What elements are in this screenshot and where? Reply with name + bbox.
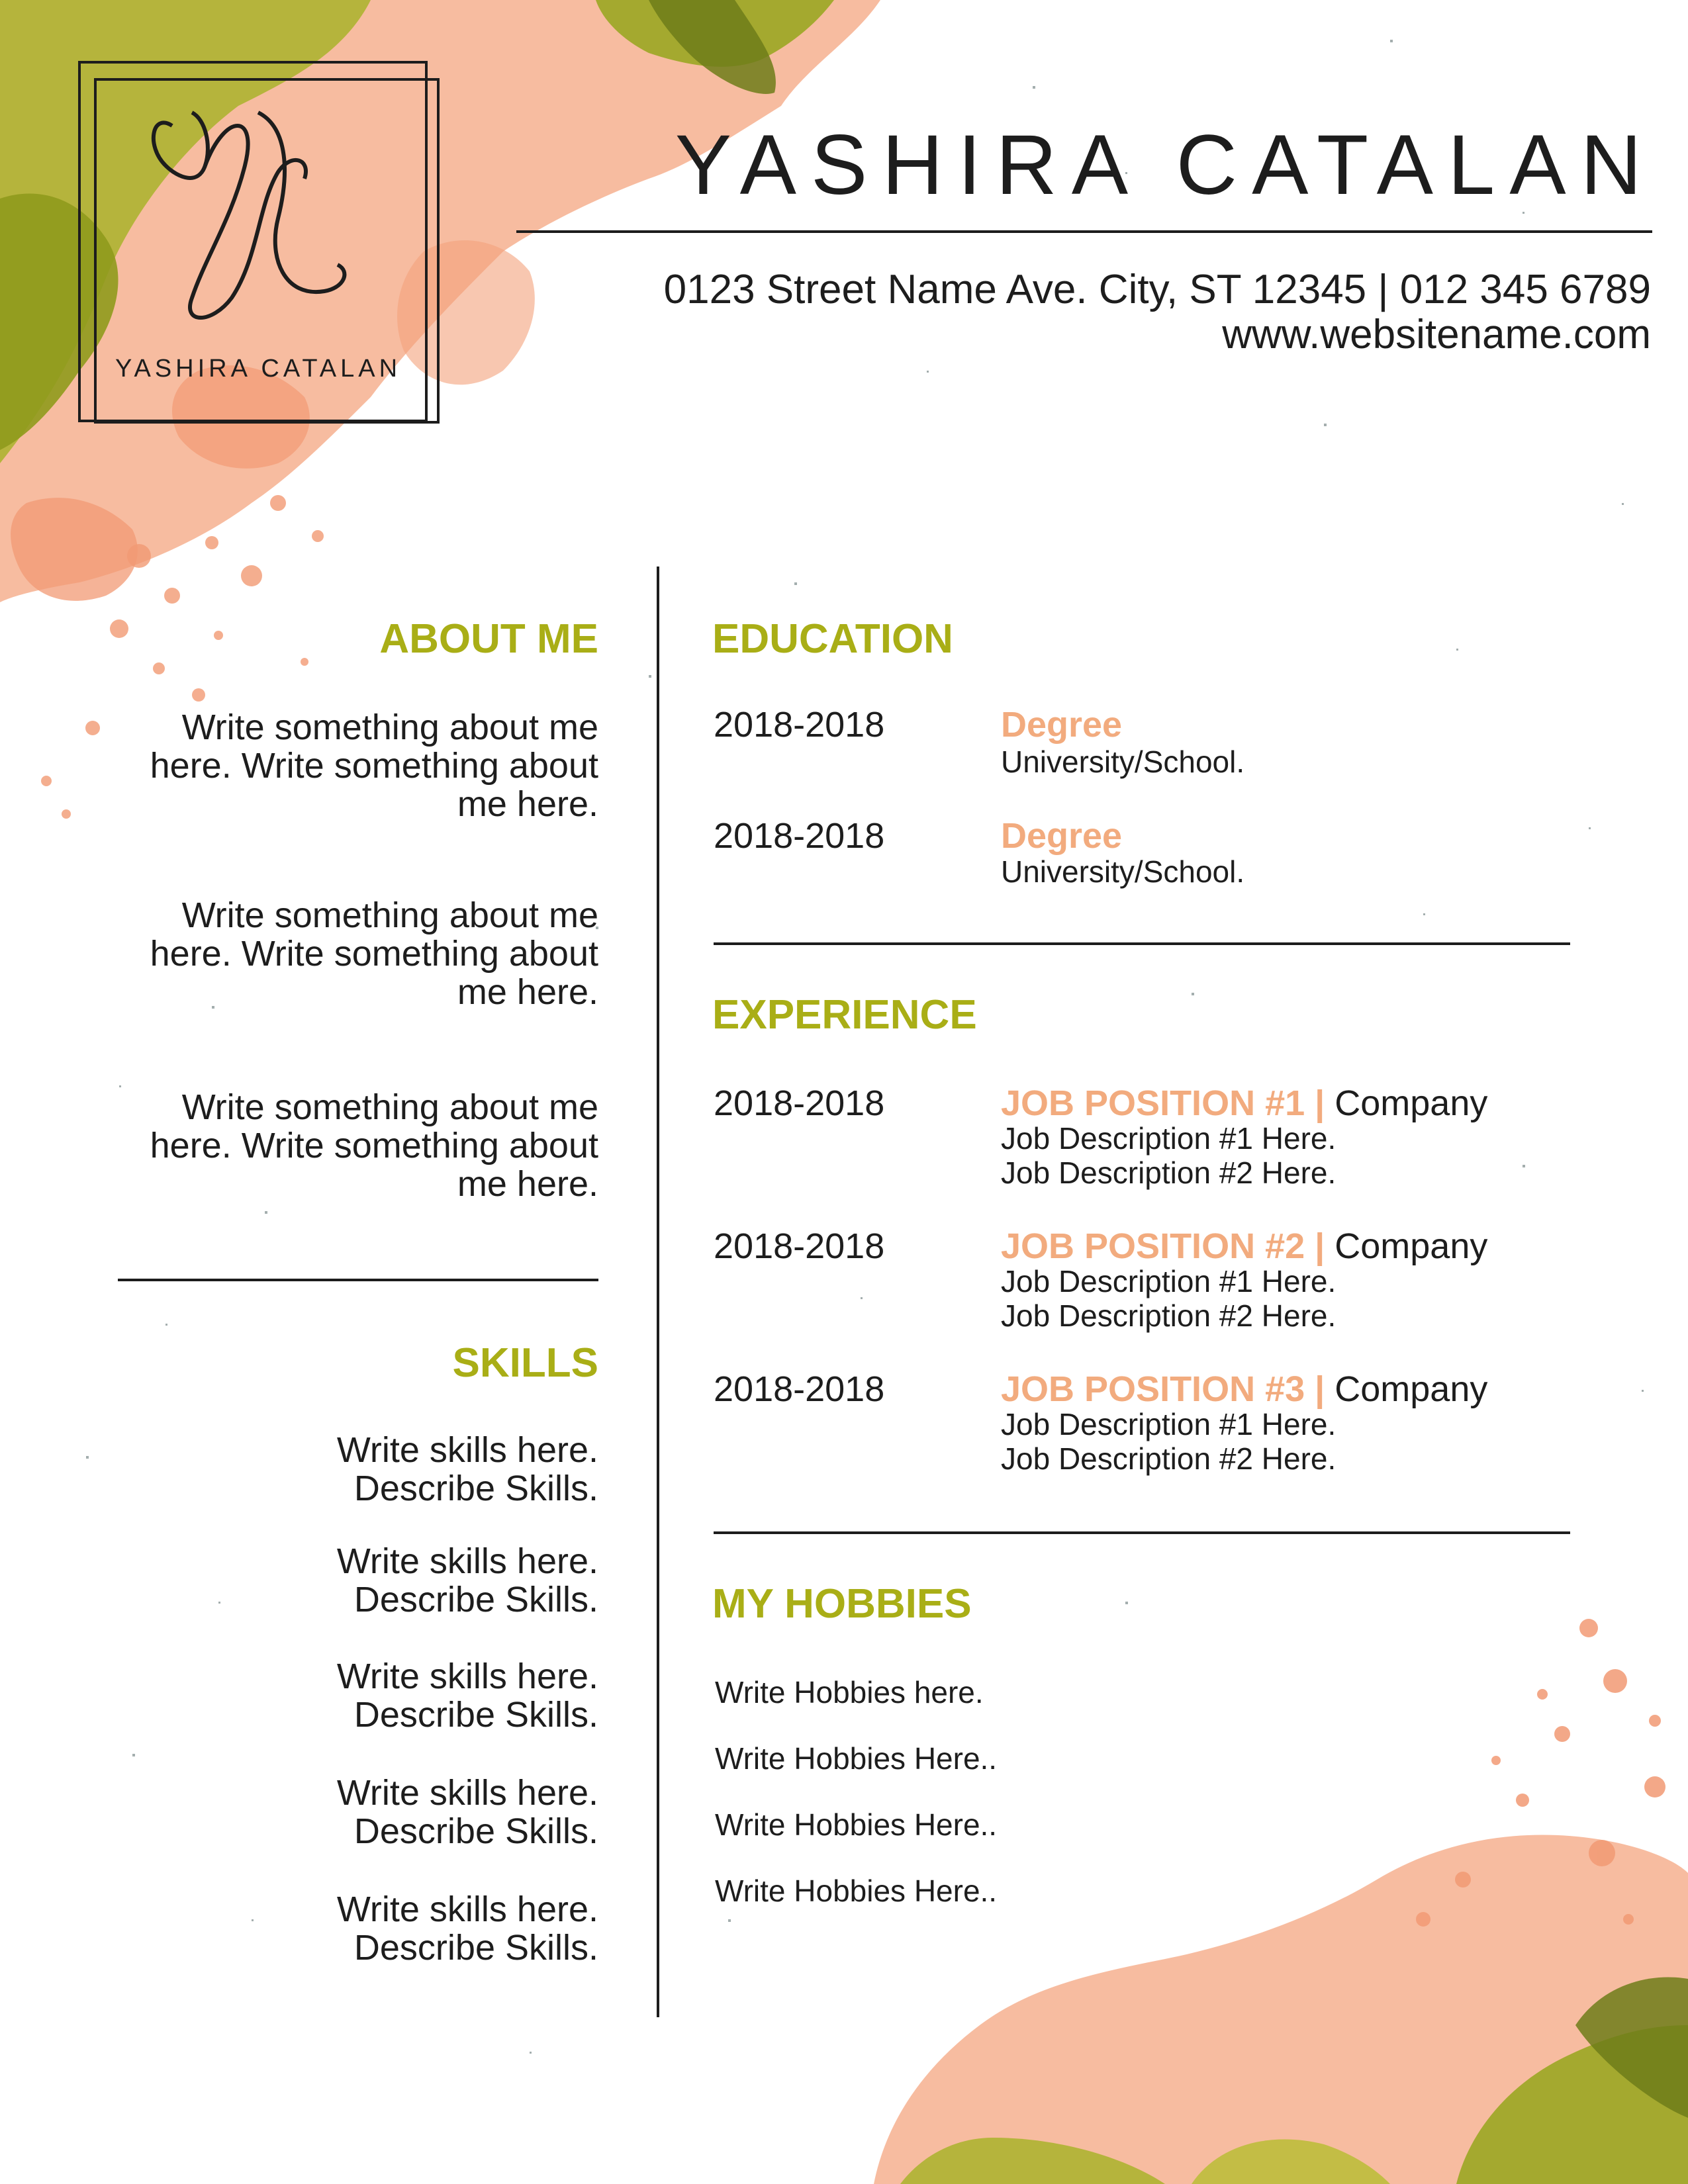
website: www.websitename.com [1222,312,1651,357]
left-divider [118,1279,598,1281]
job-position: JOB POSITION #2 | [1001,1226,1335,1266]
hobbies-heading: MY HOBBIES [712,1581,972,1627]
resume-name: YASHIRA CATALAN [675,118,1656,212]
skill-line: Write skills here. [336,1430,598,1470]
job-title [1001,1369,1570,1410]
logo-caption: YASHIRA CATALAN [115,355,402,383]
experience-years: 2018-2018 [714,1083,885,1123]
hobby-item: Write Hobbies Here.. [715,1807,998,1842]
job-company: Company [1335,1369,1488,1409]
about-paragraph: Write something about me here. Write something about me here. [150,707,598,824]
job-company: Company [1335,1226,1488,1266]
job-title [1001,1083,1570,1124]
experience-divider [714,1531,1570,1534]
job-position: JOB POSITION #3 | [1001,1369,1335,1409]
job-description [1001,1407,1336,1476]
education-degree: Degree [1001,816,1123,856]
skill-description: Describe Skills. [353,1469,598,1508]
job-description-line: Job Description #1 Here. [1001,1121,1336,1156]
education-heading: EDUCATION [712,616,953,662]
job-description [1001,1121,1336,1190]
skill-description: Describe Skills. [353,1811,598,1851]
education-years: 2018-2018 [714,816,885,856]
address-phone: 0123 Street Name Ave. City, ST 12345 | 012 345 6789 [663,267,1651,312]
skills-heading: SKILLS [452,1340,598,1386]
education-degree: Degree [1001,705,1123,745]
skill-line: Write skills here. [336,1657,598,1696]
education-school: University/School. [1001,745,1245,779]
column-divider [657,567,659,2017]
monogram-logo [126,86,377,338]
hobby-item: Write Hobbies here. [715,1675,984,1709]
job-company: Company [1335,1083,1488,1123]
job-description-line: Job Description #1 Here. [1001,1407,1336,1441]
experience-years: 2018-2018 [714,1226,885,1266]
about-paragraph: Write something about me here. Write something about me here. [150,895,598,1012]
about-paragraph: Write something about me here. Write something about me here. [150,1087,598,1204]
header-divider [516,230,1652,233]
skill-description: Describe Skills. [353,1580,598,1619]
job-description-line: Job Description #2 Here. [1001,1298,1336,1333]
experience-heading: EXPERIENCE [712,992,977,1038]
experience-years: 2018-2018 [714,1369,885,1409]
skill-item [135,1542,598,1619]
job-description [1001,1264,1336,1333]
skill-description: Describe Skills. [353,1695,598,1735]
skill-item [135,1774,598,1850]
skill-item [135,1890,598,1967]
skill-item [135,1657,598,1734]
skill-description: Describe Skills. [353,1928,598,1968]
job-description-line: Job Description #2 Here. [1001,1156,1336,1190]
hobby-item: Write Hobbies Here.. [715,1874,998,1908]
education-school: University/School. [1001,854,1245,889]
about-heading: ABOUT ME [379,616,598,662]
hobby-item: Write Hobbies Here.. [715,1741,998,1776]
job-title [1001,1226,1570,1267]
skill-item [135,1431,598,1508]
job-position: JOB POSITION #1 | [1001,1083,1335,1123]
job-description-line: Job Description #2 Here. [1001,1441,1336,1476]
job-description-line: Job Description #1 Here. [1001,1264,1336,1298]
skill-line: Write skills here. [336,1541,598,1581]
skill-line: Write skills here. [336,1773,598,1813]
skill-line: Write skills here. [336,1889,598,1929]
education-years: 2018-2018 [714,705,885,745]
education-divider [714,942,1570,945]
